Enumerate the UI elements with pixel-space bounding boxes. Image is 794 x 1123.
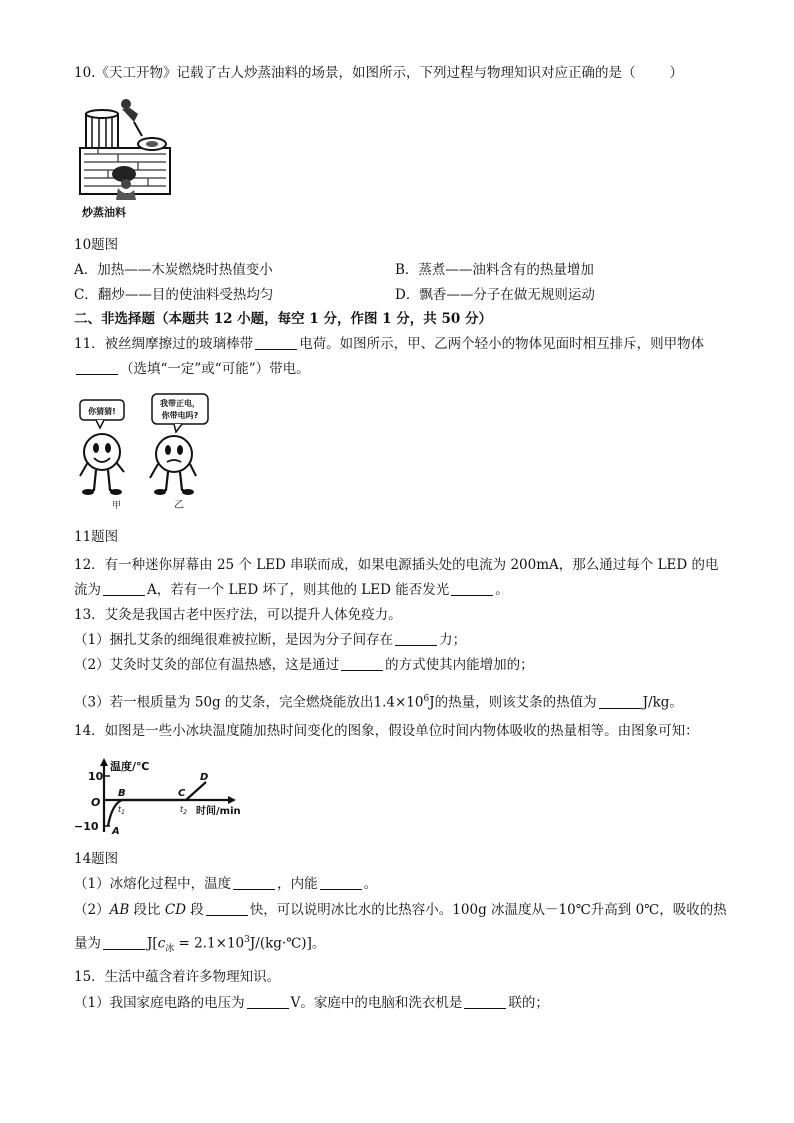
answer-blank[interactable] <box>255 335 297 350</box>
y-tick-bottom: −10 <box>74 820 99 833</box>
point-d: D <box>200 772 209 783</box>
answer-blank[interactable] <box>320 875 362 890</box>
q10-caption: 10题图 <box>74 237 119 253</box>
answer-blank[interactable] <box>103 581 145 596</box>
answer-blank[interactable] <box>464 994 506 1009</box>
point-a: A <box>112 826 120 836</box>
q10-option-b: B．蒸煮——油料含有的热量增加 <box>395 262 594 278</box>
answer-blank[interactable] <box>451 581 493 596</box>
q11-line-2: （选填“一定”或“可能”）带电。 <box>74 360 310 378</box>
answer-blank[interactable] <box>76 360 118 375</box>
q15-sub-1: （1）我国家庭电路的电压为 V。家庭中的电脑和洗衣机是 联的； <box>74 995 549 1011</box>
q13-sub-2: （2）艾灸时艾灸的部位有温热感，这是通过 的方式使其内能增加的； <box>74 657 534 673</box>
y-axis-label: 温度/℃ <box>110 760 150 773</box>
answer-blank[interactable] <box>599 694 641 709</box>
q15-stem: 15．生活中蕴含着许多物理知识。 <box>74 969 281 985</box>
point-b: B <box>118 788 126 799</box>
x-axis-label: 时间/min <box>196 806 241 817</box>
bubble-right-text-1: 我带正电， <box>160 399 200 408</box>
q10-stem: 10.《天工开物》记载了古人炒蒸油料的场景，如图所示，下列过程与物理知识对应正确的是（ ） <box>74 65 683 81</box>
origin-label: O <box>91 796 101 809</box>
q11-figure <box>78 392 216 514</box>
q14-sub-2-cont: 量为 $J[c_冰$ = $2.1\times 10^3J/(kg\cdot℃)$]。 <box>74 935 326 955</box>
answer-blank[interactable] <box>206 901 248 916</box>
q10-figure <box>78 96 176 220</box>
q13-stem: 13．艾灸是我国古老中医疗法，可以提升人体免疫力。 <box>74 607 402 623</box>
q12-line-1: 12．有一种迷你屏幕由 25 个 LED 串联而成，如果电源插头处的电流为 200mA，那么通过每个 LED 的电 <box>74 557 719 573</box>
bubble-right-text-2: 你带电吗? <box>161 411 199 420</box>
t2-label: $t_2$ <box>180 805 187 816</box>
q14-sub-2: （2）AB 段比 CD 段 快，可以说明冰比水的比热容小。100g 冰温度从－10℃升高到 0℃，吸收的热 <box>74 902 727 918</box>
y-tick-top: 10 <box>88 770 104 783</box>
section-2-heading: 二、非选择题（本题共 12 小题，每空 1 分，作图 1 分，共 50 分） <box>74 311 492 327</box>
bubble-left-text: 你猜猜! <box>88 407 116 416</box>
q13-sub-1: （1）捆扎艾条的细绳很难被拉断，是因为分子间存在 力； <box>74 632 467 648</box>
q10-option-d: D．飘香——分子在做无规则运动 <box>395 287 595 303</box>
q10-option-a: A．加热——木炭燃烧时热值变小 <box>74 262 273 278</box>
label-yi: 乙 <box>174 500 184 511</box>
answer-blank[interactable] <box>395 631 437 646</box>
q14-caption: 14题图 <box>74 851 119 867</box>
q13-sub-3: （3）若一根质量为 50g 的艾条，完全燃烧能放出$1.4\times 10^6J$的热量，则该艾条的热值为 J/kg。 <box>74 694 683 711</box>
answer-blank[interactable] <box>103 935 145 950</box>
answer-blank[interactable] <box>341 656 383 671</box>
t1-label: $t_1$ <box>118 805 125 816</box>
q12-line-2: 流为 A，若有一个 LED 坏了，则其他的 LED 能否发光 。 <box>74 582 509 598</box>
q11-caption: 11题图 <box>74 529 119 545</box>
q11-line-1: 11．被丝绸摩擦过的玻璃棒带 电荷。如图所示，甲、乙两个轻小的物体见面时相互排斥，则甲物体 <box>74 336 705 352</box>
q10-option-c: C．翻炒——目的使油料受热均匀 <box>74 287 274 303</box>
answer-blank[interactable] <box>233 875 275 890</box>
answer-blank[interactable] <box>247 994 289 1009</box>
label-jia: 甲 <box>112 501 122 511</box>
q14-temperature-graph <box>74 756 258 836</box>
point-c: C <box>178 788 186 799</box>
q14-stem: 14．如图是一些小冰块温度随加热时间变化的图象，假设单位时间内物体吸收的热量相等。由图象可知： <box>74 723 699 739</box>
q14-sub-1: （1）冰熔化过程中，温度 ，内能 。 <box>74 876 378 892</box>
q10-fig-label: 炒蒸油料 <box>82 206 126 219</box>
